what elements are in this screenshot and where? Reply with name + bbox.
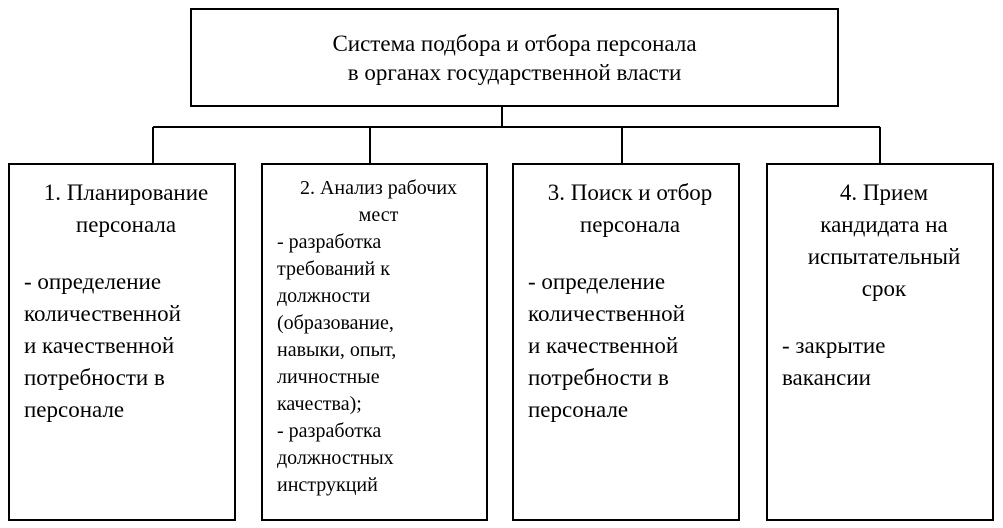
stage-box-probation: [766, 163, 994, 521]
stage-desc-line: и качественной: [528, 333, 679, 358]
stage-desc-line: потребности в: [528, 365, 669, 390]
stage-box-search-selection: [512, 163, 740, 521]
stage-title-line: кандидата на: [820, 212, 948, 237]
stage-desc-line: инструкций: [277, 474, 378, 496]
stage-desc-line: - определение: [24, 269, 162, 294]
stage-desc-line: вакансии: [782, 365, 871, 390]
stage-desc-line: - разработка: [277, 231, 382, 253]
stage-title: [24, 177, 228, 241]
stage-title: [782, 177, 986, 305]
stage-desc-line: количественной: [528, 301, 685, 326]
stage-title-line: мест: [358, 204, 399, 226]
stage-title-line: 3. Поиск и отбор: [547, 180, 713, 205]
stage-desc-line: навыки, опыт,: [277, 339, 397, 361]
stage-title-line: 4. Прием: [839, 180, 929, 205]
stage-desc-line: требований к: [277, 258, 390, 280]
stage-desc-line: личностные: [277, 366, 380, 388]
stage-description: [782, 330, 986, 394]
stage-desc-line: количественной: [24, 301, 181, 326]
stage-desc-line: потребности в: [24, 365, 165, 390]
stage-desc-line: персонале: [24, 397, 125, 422]
stage-title: [277, 175, 480, 229]
stage-desc-line: должностных: [277, 447, 394, 469]
stage-title-line: срок: [861, 276, 907, 301]
stage-desc-line: и качественной: [24, 333, 175, 358]
stage-desc-line: должности: [277, 285, 371, 307]
stage-box-job-analysis: [261, 163, 488, 521]
stage-box-planning: [8, 163, 236, 521]
stage-title-line: 1. Планирование: [43, 180, 209, 205]
stage-title-line: 2. Анализ рабочих: [299, 177, 458, 199]
stage-desc-line: - определение: [528, 269, 666, 294]
system-title-box: [190, 8, 839, 107]
stage-description: [277, 229, 480, 499]
stage-desc-line: персонале: [528, 397, 629, 422]
stage-desc-line: (образование,: [277, 312, 394, 334]
stage-title-line: испытательный: [807, 244, 961, 269]
stage-title-line: персонала: [75, 212, 177, 237]
system-title-line-1: Система подбора и отбора персонала: [332, 30, 697, 56]
stage-title: [528, 177, 732, 241]
system-title-line-2: в органах государственной власти: [347, 59, 682, 85]
stage-title-line: персонала: [579, 212, 681, 237]
stage-description: [528, 266, 732, 426]
stage-desc-line: качества);: [277, 393, 362, 415]
stage-desc-line: - закрытие: [782, 333, 886, 358]
stage-desc-line: - разработка: [277, 420, 382, 442]
stage-description: [24, 266, 228, 426]
